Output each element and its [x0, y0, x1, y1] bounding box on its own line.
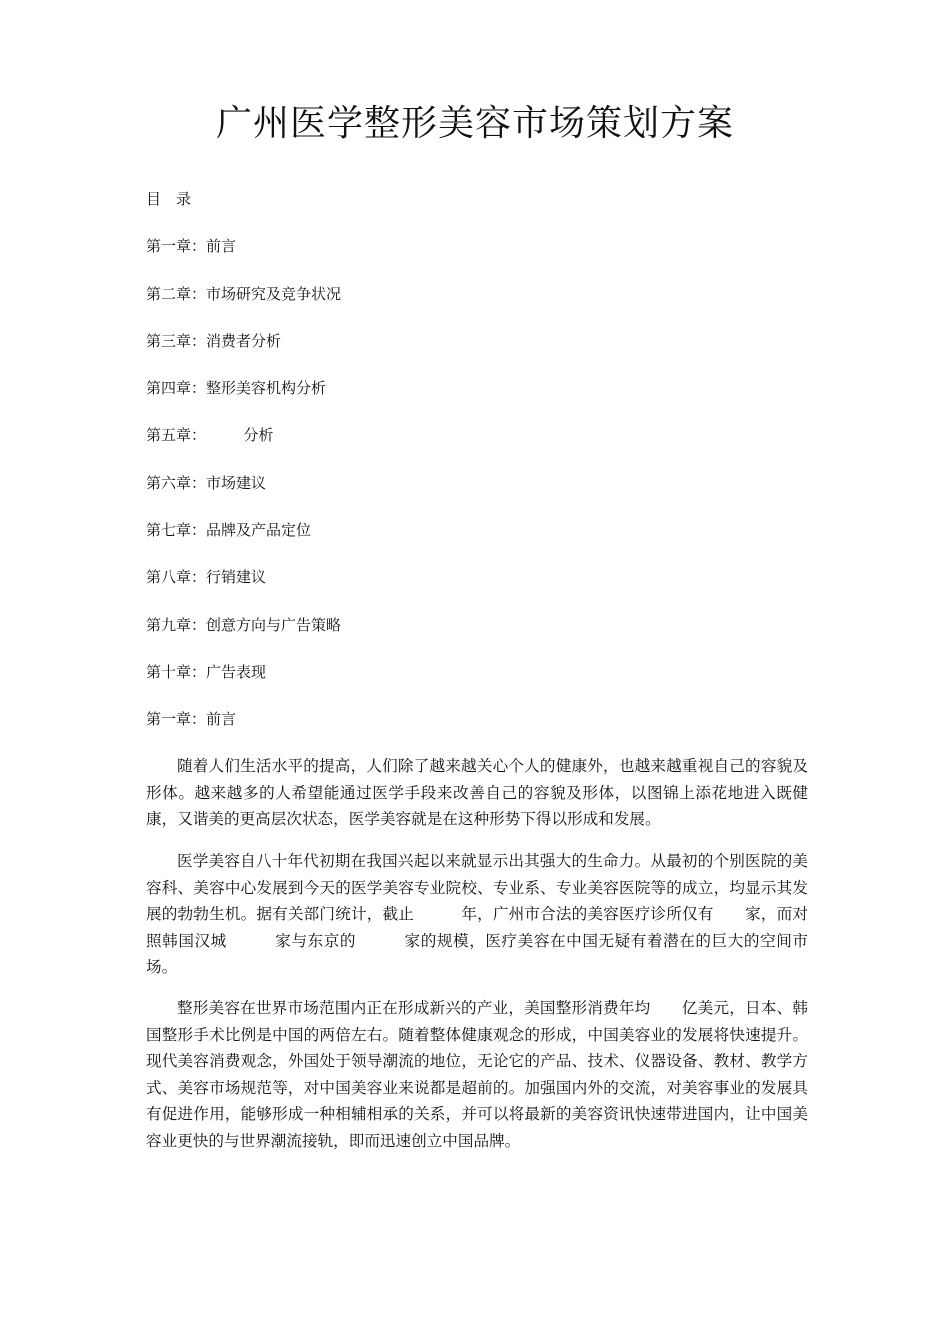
toc-item-chapter-6: 第六章：市场建议 — [146, 473, 267, 492]
toc-item-chapter-1: 第一章：前言 — [146, 237, 237, 256]
toc-item-chapter-7: 第七章：品牌及产品定位 — [146, 521, 312, 540]
toc-item-chapter-9: 第九章：创意方向与广告策略 — [146, 615, 342, 634]
body-paragraph: 整形美容在世界市场范围内正在形成新兴的产业，美国整形消费年均 亿美元，日本、韩国整形手术比例是中国的两倍左右。随着整体健康观念的形成，中国美容业的发展将快速提升。现代美容消费观念，外国处于领导潮流的地位，无论它的产品、技术、仪器设备、教材、教学方式、美容市场规范等，对中国美容业来说都是超前的。加强国内外的交流，对美容事业的发展具有促进作用，能够形成一种相辅相承的关系，并可以将最新的美容资讯快速带进国内，让中国美容业更快的与世界潮流接轨，即而迅速创立中国品牌。 — [146, 999, 808, 1150]
section-heading: 第一章：前言 — [146, 710, 237, 728]
document-title: 广州医学整形美容市场策划方案 — [215, 103, 734, 144]
toc-item-chapter-4: 第四章：整形美容机构分析 — [146, 379, 327, 398]
toc-item-chapter-5: 第五章： 分析 — [146, 426, 274, 445]
toc-item-chapter-10: 第十章：广告表现 — [146, 662, 267, 681]
body-paragraph: 医学美容自八十年代初期在我国兴起以来就显示出其强大的生命力。从最初的个别医院的美容科、美容中心发展到今天的医学美容专业院校、专业系、专业美容医院等的成立，均显示其发展的勃勃生机。据有关部门统计，截止 年，广州市合法的美容医疗诊所仅有 家，而对照韩国汉城 家与东京的 家的规模，医疗美容在中国无疑有着潜在的巨大的空间市场。 — [146, 852, 808, 976]
table-of-contents — [146, 187, 806, 707]
toc-item-chapter-2: 第二章：市场研究及竞争状况 — [146, 284, 342, 303]
toc-heading: 目 录 — [146, 190, 192, 208]
body-paragraph: 随着人们生活水平的提高，人们除了越来越关心个人的健康外，也越来越重视自己的容貌及形体。越来越多的人希望能通过医学手段来改善自己的容貌及形体，以图锦上添花地进入既健康，又谐美的更高层次状态，医学美容就是在这种形势下得以形成和发展。 — [146, 757, 808, 828]
toc-item-chapter-8: 第八章：行销建议 — [146, 568, 267, 587]
toc-item-chapter-3: 第三章：消费者分析 — [146, 331, 282, 350]
